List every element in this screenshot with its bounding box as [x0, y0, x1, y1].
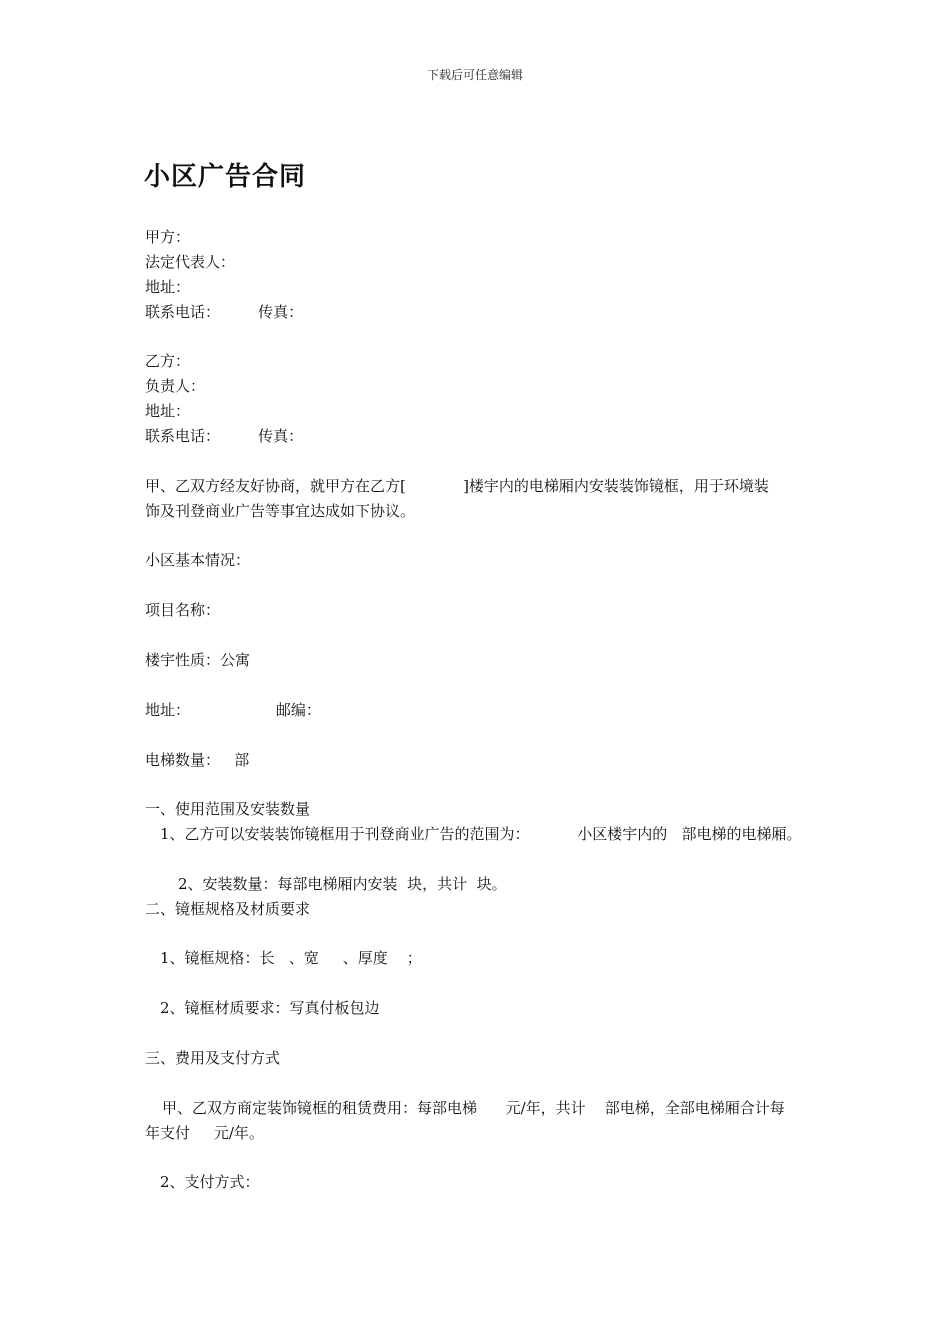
- section-2-item-1: 1、镜框规格：长 、宽 、厚度 ；: [160, 949, 422, 967]
- section-2-item-2: 2、镜框材质要求：写真付板包边: [160, 999, 380, 1017]
- section-1-item-2: 2、安装数量：每部电梯厢内安装 块，共计 块。: [178, 875, 507, 893]
- intro-line-2: 饰及刊登商业广告等事宜达成如下协议。: [145, 502, 416, 520]
- project-name: 项目名称：: [145, 601, 221, 619]
- party-b-address: 地址：: [145, 402, 191, 420]
- intro-line-1: 甲、乙双方经友好协商，就甲方在乙方[ ]楼宇内的电梯厢内安装装饰镜框，用于环境装: [145, 477, 769, 495]
- section-1-heading: 一、使用范围及安装数量: [145, 800, 311, 818]
- section-3-line-1: 甲、乙双方商定装饰镜框的租赁费用：每部电梯 元/年，共计 部电梯，全部电梯厢合计每: [162, 1099, 785, 1117]
- section-3-line-2: 年支付 元/年。: [145, 1124, 264, 1142]
- section-2-heading: 二、镜框规格及材质要求: [145, 900, 311, 918]
- elevator-count: 电梯数量： 部: [145, 751, 250, 769]
- party-b-representative: 负责人：: [145, 377, 206, 395]
- building-address: 地址： 邮编：: [145, 701, 321, 719]
- document-title: 小区广告合同: [144, 162, 307, 192]
- party-a-contact: 联系电话： 传真：: [145, 303, 304, 321]
- section-1-item-1: 1、乙方可以安装装饰镜框用于刊登商业广告的范围为： 小区楼宇内的 部电梯的电梯厢。: [160, 825, 802, 843]
- basic-info-heading: 小区基本情况：: [145, 551, 251, 569]
- party-a-address: 地址：: [145, 278, 191, 296]
- building-nature: 楼宇性质：公寓: [145, 651, 251, 669]
- page-header-note: 下载后可任意编辑: [426, 68, 523, 82]
- party-a-representative: 法定代表人：: [145, 253, 236, 271]
- section-3-heading: 三、费用及支付方式: [145, 1049, 281, 1067]
- section-3-item-2: 2、支付方式：: [160, 1173, 260, 1191]
- party-a-name: 甲方：: [145, 228, 191, 246]
- party-b-name: 乙方：: [145, 352, 191, 370]
- party-b-contact: 联系电话： 传真：: [145, 427, 304, 445]
